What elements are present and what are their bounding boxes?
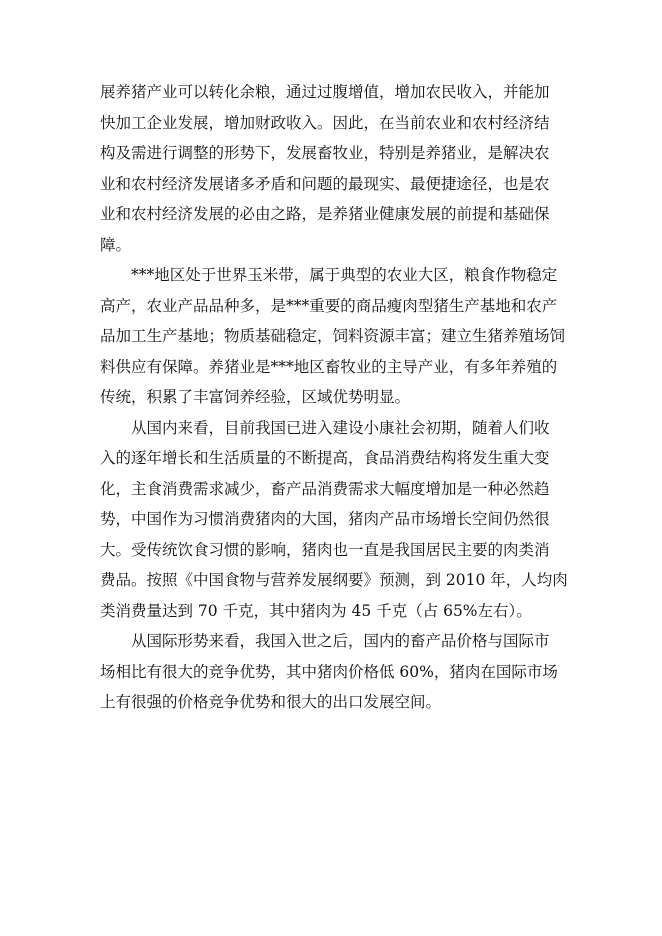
text-line: 业和农村经济发展诸多矛盾和问题的最现实、最便捷途径，也是农 bbox=[100, 174, 550, 193]
text-line: 从国内来看，目前我国已进入建设小康社会初期，随着人们收 bbox=[131, 418, 550, 437]
text-line: 构及需进行调整的形势下，发展畜牧业，特别是养猪业，是解决农 bbox=[100, 144, 550, 162]
text-line: 场相比有很大的竞争优势，其中猪肉价格低 60%，猪肉在国际市场 bbox=[100, 662, 558, 681]
document-body bbox=[100, 77, 572, 718]
text-line: 传统，积累了丰富饲养经验，区域优势明显。 bbox=[100, 388, 411, 406]
text-line: 化，主食消费需求减少，畜产品消费需求大幅度增加是一种必然趋 bbox=[100, 479, 550, 498]
text-line: 势，中国作为习惯消费猪肉的大国，猪肉产品市场增长空间仍然很 bbox=[100, 510, 550, 528]
text-line: 障。 bbox=[100, 235, 132, 254]
text-line: 品加工生产基地；物质基础稳定，饲料资源丰富；建立生猪养殖场饲 bbox=[100, 327, 566, 345]
text-line: 高产，农业产品品种多，是***重要的商品瘦肉型猪生产基地和农产 bbox=[100, 296, 558, 315]
text-line: 上有很强的价格竞争优势和很大的出口发展空间。 bbox=[100, 693, 442, 711]
text-line: 大。受传统饮食习惯的影响，猪肉也一直是我国居民主要的肉类消 bbox=[100, 540, 550, 559]
text-line: 料供应有保障。养猪业是***地区畜牧业的主导产业，有多年养殖的 bbox=[100, 357, 558, 376]
text-line: 类消费量达到 70 千克，其中猪肉为 45 千克（占 65%左右）。 bbox=[100, 601, 532, 620]
paragraph-domestic-outlook bbox=[100, 413, 572, 627]
text-line: 入的逐年增长和生活质量的不断提高，食品消费结构将发生重大变 bbox=[100, 449, 550, 467]
text-line: 费品。按照《中国食物与营养发展纲要》预测，到 2010 年，人均肉 bbox=[100, 571, 568, 589]
text-line: 业和农村经济发展的必由之路，是养猪业健康发展的前提和基础保 bbox=[100, 205, 550, 223]
text-line: 从国际形势来看，我国入世之后，国内的畜产品价格与国际市 bbox=[131, 632, 550, 650]
text-line: 展养猪产业可以转化余粮，通过过腹增值，增加农民收入，并能加 bbox=[100, 83, 550, 101]
text-line: 快加工企业发展，增加财政收入。因此，在当前农业和农村经济结 bbox=[100, 113, 550, 132]
paragraph-international-outlook bbox=[100, 626, 572, 718]
paragraph-continuation bbox=[100, 77, 572, 260]
paragraph-regional-advantage bbox=[100, 260, 572, 413]
text-line: ***地区处于世界玉米带，属于典型的农业大区，粮食作物稳定 bbox=[131, 266, 558, 284]
